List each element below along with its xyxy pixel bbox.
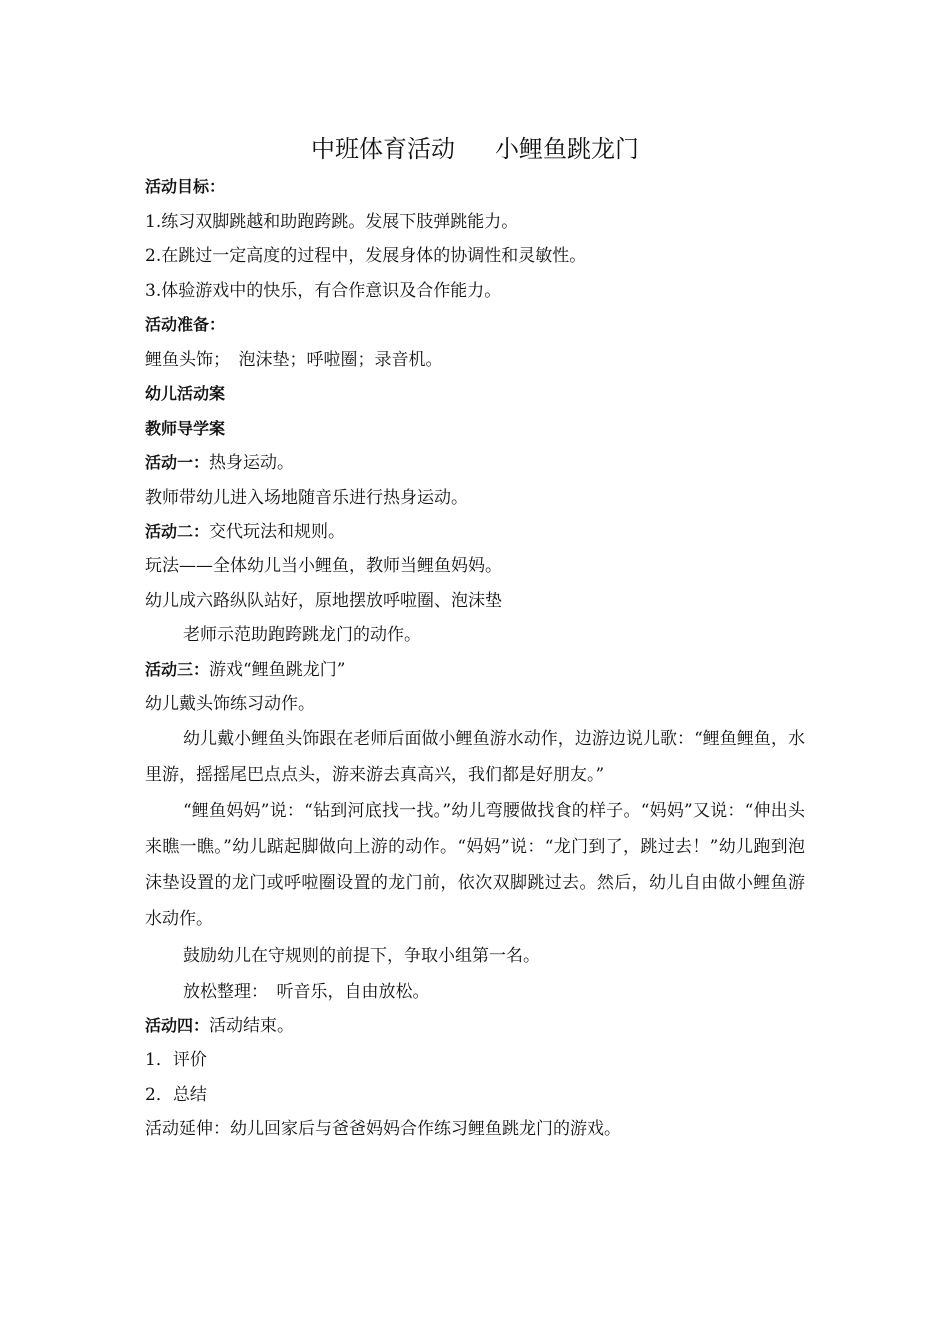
prep-heading: 活动准备： bbox=[145, 315, 226, 334]
activity-4-item-1: 1．评价 bbox=[145, 1050, 207, 1070]
title-part-2: 小鲤鱼跳龙门 bbox=[495, 135, 639, 163]
activity-2-line bbox=[145, 520, 825, 544]
activity-2-text: 交代玩法和规则。 bbox=[209, 522, 346, 542]
activity-4-label: 活动四： bbox=[145, 1016, 210, 1035]
child-plan-heading: 幼儿活动案 bbox=[145, 384, 226, 403]
activity-1-line bbox=[145, 451, 825, 475]
activity-2-desc-2: 幼儿成六路纵队站好，原地摆放呼啦圈、泡沫垫 bbox=[145, 591, 502, 611]
activity-3-paragraph-2: “鲤鱼妈妈”说：“钻到河底找一找。”幼儿弯腰做找食的样子。“妈妈”又说：“伸出头来瞧一瞧。”幼儿踮起脚做向上游的动作。“妈妈”说：“龙门到了，跳过去！”幼儿跑到泡沫垫设置的龙门或呼啦圈设置的龙门前，依次双脚跳过去。然后，幼儿自由做小鲤鱼游水动作。 bbox=[145, 801, 805, 929]
goal-item-3: 3.体验游戏中的快乐，有合作意识及合作能力。 bbox=[145, 281, 502, 301]
activity-1-text: 热身运动。 bbox=[209, 453, 295, 473]
activity-3-paragraph-1: 幼儿戴小鲤鱼头饰跟在老师后面做小鲤鱼游水动作，边游边说儿歌：“鲤鱼鲤鱼，水里游，摇摇尾巴点点头，游来游去真高兴，我们都是好朋友。” bbox=[145, 729, 805, 785]
activity-1-desc: 教师带幼儿进入场地随音乐进行热身运动。 bbox=[145, 488, 468, 508]
title-part-1: 中班体育活动 bbox=[311, 135, 455, 163]
activity-4-text: 活动结束。 bbox=[209, 1016, 295, 1036]
activity-3-desc-1: 幼儿戴头饰练习动作。 bbox=[145, 694, 315, 714]
activity-3-relax: 放松整理： 听音乐，自由放松。 bbox=[183, 982, 430, 1002]
activity-3-encourage: 鼓励幼儿在守规则的前提下，争取小组第一名。 bbox=[183, 946, 540, 966]
activity-2-label: 活动二： bbox=[145, 522, 210, 541]
prep-text: 鲤鱼头饰； 泡沫垫；呼啦圈；录音机。 bbox=[145, 350, 443, 370]
activity-3-text: 游戏“鲤鱼跳龙门” bbox=[209, 660, 346, 680]
goal-item-2: 2.在跳过一定高度的过程中，发展身体的协调性和灵敏性。 bbox=[145, 246, 587, 266]
activity-2-desc-1: 玩法——全体幼儿当小鲤鱼，教师当鲤鱼妈妈。 bbox=[145, 556, 502, 576]
activity-2-desc-3: 老师示范助跑跨跳龙门的动作。 bbox=[183, 625, 421, 645]
activity-4-line bbox=[145, 1014, 825, 1038]
goals-heading: 活动目标： bbox=[145, 177, 226, 196]
teacher-plan-heading: 教师导学案 bbox=[145, 419, 226, 438]
activity-4-item-2: 2．总结 bbox=[145, 1085, 207, 1105]
activity-1-label: 活动一： bbox=[145, 453, 210, 472]
activity-extension: 活动延伸：幼儿回家后与爸爸妈妈合作练习鲤鱼跳龙门的游戏。 bbox=[145, 1119, 621, 1139]
document-title bbox=[0, 129, 950, 169]
goal-item-1: 1.练习双脚跳越和助跑跨跳。发展下肢弹跳能力。 bbox=[145, 212, 519, 232]
activity-3-label: 活动三： bbox=[145, 660, 210, 679]
activity-3-line bbox=[145, 658, 825, 682]
